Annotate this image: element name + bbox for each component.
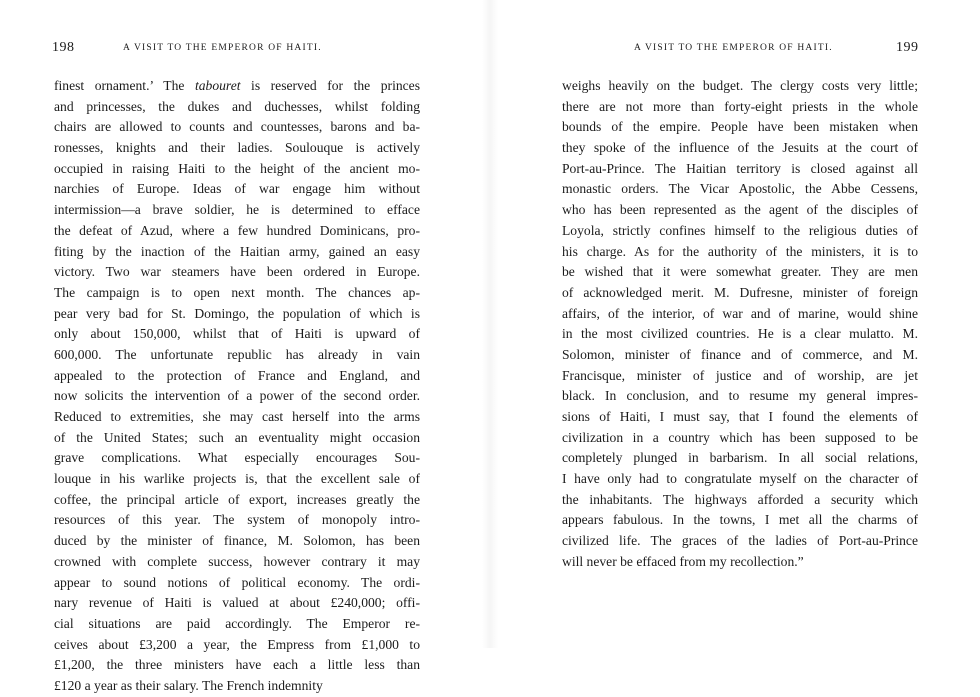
text-line: grave complications. What especially encourages Sou- [54, 450, 420, 466]
text-line: ronesses, knights and their ladies. Soulouque is actively [54, 140, 420, 156]
text-line: appears fabulous. In the towns, I met all the charms of [562, 512, 918, 528]
text-line: and princesses, the dukes and duchesses, whilst folding [54, 98, 420, 114]
text-line: of acknowledged merit. M. Dufresne, minister of foreign [562, 284, 918, 300]
text-line: now solicits the intervention of a power of the second order. [54, 388, 420, 404]
text-line: Loyola, strictly confines himself to the religious duties of [562, 222, 918, 238]
text-line: appear to sound notions of political economy. The ordi- [54, 574, 420, 590]
text-line: completely plunged in barbarism. In all social relations, [562, 450, 918, 466]
text-line: weighs heavily on the budget. The clergy costs very little; [562, 78, 918, 93]
right-page [490, 0, 980, 648]
text-line: louque in his warlike projects is, that the excellent sale of [54, 471, 420, 487]
text-line: victory. Two war steamers have been ordered in Europe. [54, 264, 420, 280]
text-line: chairs are allowed to counts and countesses, barons and ba- [54, 119, 420, 135]
text-line: bounds of the empire. People have been mistaken when [562, 119, 918, 135]
text-line: civilized life. The graces of the ladies of Port-au-Prince [562, 533, 918, 549]
text-line: they spoke of the influence of the Jesuits at the court of [562, 140, 918, 156]
text-line: coffee, the principal article of export, increases greatly the [54, 491, 420, 507]
text-line: resources of this year. The system of monopoly intro- [54, 512, 420, 528]
text-line: the inhabitants. The highways afforded a security which [562, 491, 918, 507]
text-line: affairs, of the interior, of war and of marine, would shine [562, 305, 918, 321]
text-line: ceives about £3,200 a year, the Empress from £1,000 to [54, 636, 420, 652]
text-line: of the United States; such an eventuality might occasion [54, 429, 420, 445]
text-line: finest ornament.’ The tabouret is reserved for the princes [54, 78, 420, 93]
text-line: appealed to the protection of France and England, and [54, 367, 420, 383]
text-line: The campaign is to open next month. The chances ap- [54, 284, 420, 300]
text-line: Reduced to extremities, she may cast herself into the arms [54, 409, 420, 424]
text-line: only about 150,000, whilst that of Haiti is upward of [54, 326, 420, 342]
text-line: £1,200, the three ministers have each a little less than [54, 657, 420, 673]
left-body-text [54, 76, 420, 697]
right-running-head: A VISIT TO THE EMPEROR OF HAITI. [634, 43, 833, 53]
text-line: civilization in a country which has been supposed to be [562, 429, 918, 445]
text-line: black. In conclusion, and to resume my general impres- [562, 388, 918, 404]
text-line: nary revenue of Haiti is valued at about £240,000; offi- [54, 595, 420, 611]
right-body-text [562, 76, 918, 573]
text-line: Solomon, minister of finance and of commerce, and M. [562, 346, 918, 362]
text-line: £120 a year as their salary. The French indemnity [54, 677, 323, 693]
text-line: will never be effaced from my recollection.” [562, 553, 804, 569]
text-line: crowned with complete success, however contrary it may [54, 553, 420, 569]
text-line: cial situations are paid accordingly. The Emperor re- [54, 615, 420, 631]
text-line: Port-au-Prince. The Haitian territory is closed against all [562, 160, 918, 176]
text-line: who has been represented as the agent of the disciples of [562, 202, 918, 218]
left-running-head: A VISIT TO THE EMPEROR OF HAITI. [123, 43, 322, 53]
text-line: there are not more than forty-eight priests in the whole [562, 98, 918, 114]
text-line: intermission—a brave soldier, he is determined to efface [54, 202, 420, 218]
text-line: occupied in raising Haiti to the height of the ancient mo- [54, 160, 420, 176]
text-line: 600,000. The unfortunate republic has already in vain [54, 346, 420, 362]
text-line: I have only had to congratulate myself on the character of [562, 471, 918, 487]
left-page-number: 198 [52, 40, 75, 55]
text-line: pear very bad for St. Domingo, the population of which is [54, 305, 420, 321]
text-line: sions of Haiti, I must say, that I found the elements of [562, 409, 918, 424]
text-line: fiting by the inaction of the Haitian army, gained an easy [54, 243, 420, 259]
text-line: duced by the minister of finance, M. Solomon, has been [54, 533, 420, 549]
right-page-number: 199 [896, 40, 919, 55]
text-line: the defeat of Azud, where a few hundred Dominicans, pro- [54, 222, 420, 238]
text-line: Francisque, minister of justice and of worship, are jet [562, 367, 918, 383]
left-page [0, 0, 490, 693]
text-line: be wished that it were somewhat greater. They are men [562, 264, 918, 280]
text-line: in the most civilized countries. He is a clear mulatto. M. [562, 326, 918, 342]
text-line: monastic orders. The Vicar Apostolic, the Abbe Cessens, [562, 181, 918, 197]
text-line: his charge. As for the authority of the ministers, it is to [562, 243, 918, 259]
text-line: narchies of Europe. Ideas of war engage him without [54, 181, 420, 197]
